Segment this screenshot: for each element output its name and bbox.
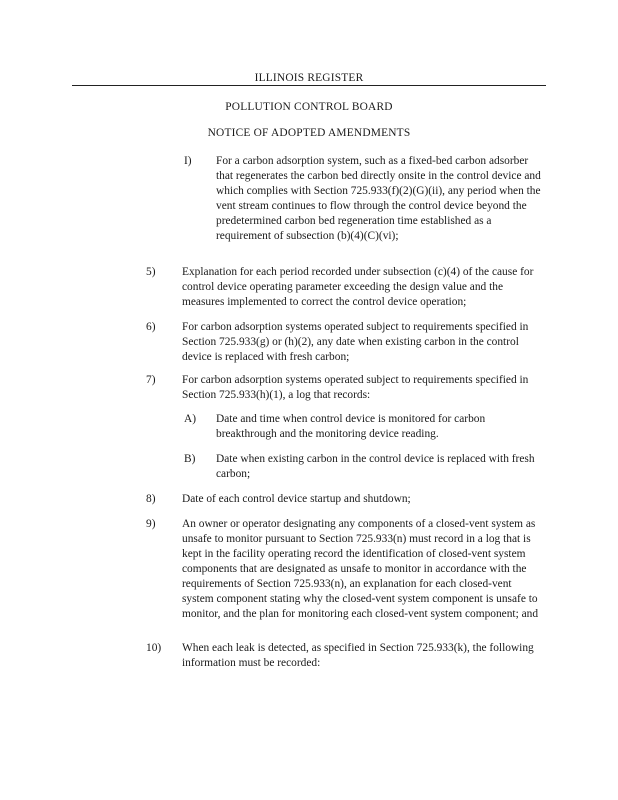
notice-title: NOTICE OF ADOPTED AMENDMENTS: [207, 127, 411, 139]
item-number-9: 9): [146, 518, 156, 530]
item-text-6: For carbon adsorption systems operated subject to requirements specified in Section 725.933(g) or (h)(2), any date when existing carbon in the control device is replaced with fresh carbon;: [182, 321, 529, 363]
item-text-B: Date when existing carbon in the control device is replaced with fresh carbon;: [216, 453, 535, 480]
item-number-8: 8): [146, 493, 156, 505]
item-number-B: B): [184, 453, 196, 465]
item-number-10: 10): [146, 642, 162, 654]
register-title: ILLINOIS REGISTER: [254, 72, 364, 84]
item-text-8: Date of each control device startup and shutdown;: [182, 493, 411, 505]
item-text-9: An owner or operator designating any components of a closed-vent system as unsafe to monitor pursuant to Section 725.933(n) must record in a log that is kept in the facility operating record the identification of closed-vent system components that are designated as unsafe to monitor in accordance with the requirements of Section 725.933(n), an explanation for each closed-vent system component stating why the closed-vent system component is unsafe to monitor, and the plan for monitoring each closed-vent system component; and: [182, 518, 539, 620]
item-number-A: A): [184, 413, 197, 425]
item-text-A: Date and time when control device is monitored for carbon breakthrough and the monitoring device reading.: [216, 413, 486, 440]
item-number-6: 6): [146, 321, 156, 333]
item-text-I: For a carbon adsorption system, such as a fixed-bed carbon adsorber that regenerates the carbon bed directly onsite in the control device and which complies with Section 725.933(f)(2)(G)(ii), any period when the vent stream continues to flow through the control device beyond the predetermined carbon bed regeneration time established as a requirement of subsection (b)(4)(C)(vi);: [216, 155, 541, 242]
item-text-5: Explanation for each period recorded under subsection (c)(4) of the cause for control device operating parameter exceeding the design value and the measures implemented to correct the control device operation;: [182, 266, 534, 308]
item-number-5: 5): [146, 266, 156, 278]
item-text-7: For carbon adsorption systems operated subject to requirements specified in Section 725.933(h)(1), a log that records:: [182, 374, 529, 401]
item-text-10: When each leak is detected, as specified in Section 725.933(k), the following information must be recorded:: [182, 642, 534, 669]
item-number-7: 7): [146, 374, 156, 386]
item-number-I: I): [184, 155, 192, 167]
board-title: POLLUTION CONTROL BOARD: [225, 101, 393, 113]
